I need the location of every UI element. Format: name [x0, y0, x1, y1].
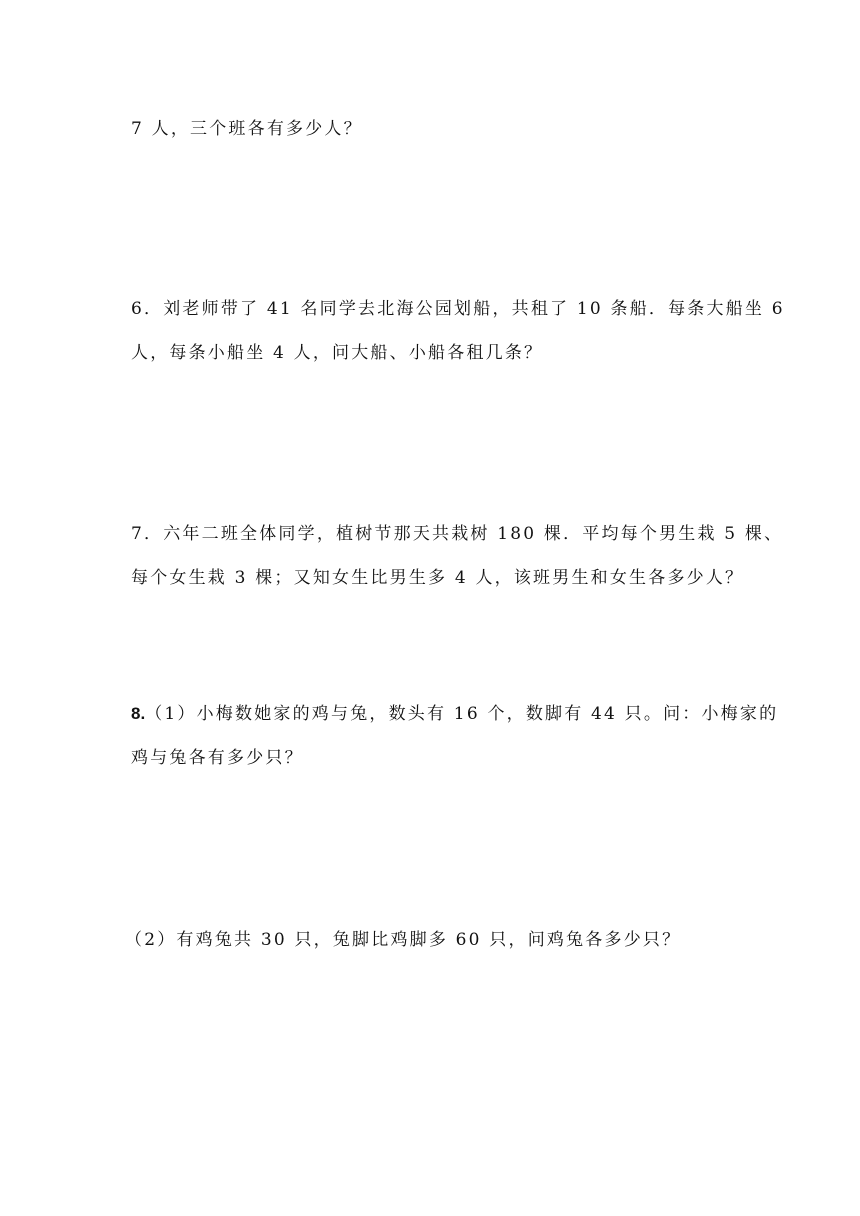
- question-8-part-2: （2）有鸡兔共 30 只，兔脚比鸡脚多 60 只，问鸡兔各多少只？: [125, 930, 682, 950]
- question-7-line-1: 7．六年二班全体同学，植树节那天共栽树 180 棵．平均每个男生栽 5 棵、: [131, 524, 784, 544]
- question-8-line-1: [131, 702, 778, 726]
- question-8-part-1-text: （1）小梅数她家的鸡与兔，数头有 16 个，数脚有 44 只。问：小梅家的: [145, 704, 779, 724]
- question-7-line-2: 每个女生栽 3 棵；又知女生比男生多 4 人，该班男生和女生各多少人？: [131, 568, 745, 588]
- question-6-line-1: 6．刘老师带了 41 名同学去北海公园划船，共租了 10 条船．每条大船坐 6: [131, 299, 785, 319]
- question-8-number: 8.: [131, 704, 146, 723]
- question-6-line-2: 人，每条小船坐 4 人，问大船、小船各租几条？: [131, 343, 544, 363]
- question-5-continuation: 7 人，三个班各有多少人？: [131, 119, 363, 139]
- question-8-line-2: 鸡与兔各有多少只？: [131, 748, 304, 768]
